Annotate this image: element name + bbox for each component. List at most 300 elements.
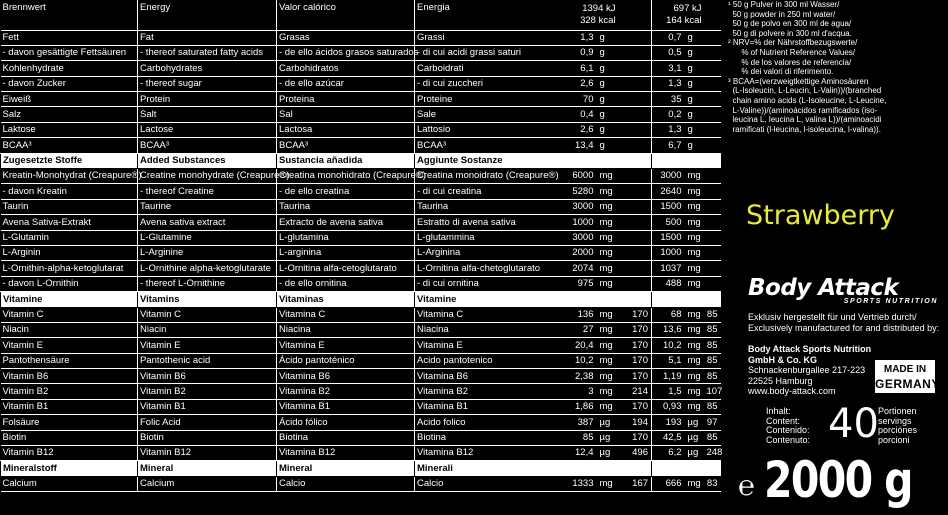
row-label-es: Calcio bbox=[277, 476, 415, 491]
row-label-de: - davon Kreatin bbox=[1, 184, 138, 199]
unit-100ml: mg bbox=[685, 353, 705, 368]
unit-serving: g bbox=[597, 45, 619, 60]
spacer-cell bbox=[619, 184, 652, 199]
table-row bbox=[1, 322, 721, 337]
spacer-cell bbox=[705, 0, 721, 30]
unit-serving: mg bbox=[597, 307, 619, 322]
spacer-cell bbox=[619, 122, 652, 137]
spacer-cell bbox=[619, 261, 652, 276]
spacer-cell bbox=[705, 61, 721, 76]
spacer-cell bbox=[619, 0, 652, 30]
value-100ml: 1,3 bbox=[652, 76, 685, 91]
row-label-es: Vitamina C bbox=[277, 307, 415, 322]
unit-100ml: mg bbox=[685, 322, 705, 337]
unit-100ml: g bbox=[685, 61, 705, 76]
row-label-de: Pantothensäure bbox=[1, 353, 138, 368]
row-label-en: Pantothenic acid bbox=[138, 353, 277, 368]
unit-100ml: g bbox=[685, 76, 705, 91]
footnote-line: chain amino acids (L-Isoleucine, L-Leucine, bbox=[728, 95, 887, 105]
row-label-es: Niacina bbox=[277, 322, 415, 337]
unit-100ml: g bbox=[685, 107, 705, 122]
nrv-100ml: 85 bbox=[705, 430, 721, 445]
made-in-line2: GERMANY bbox=[875, 377, 940, 391]
unit-serving: g bbox=[597, 76, 619, 91]
energy-label-it: Energia bbox=[415, 0, 551, 30]
section-header-de: Vitamine bbox=[1, 292, 138, 307]
row-label-en: Vitamin B6 bbox=[138, 369, 277, 384]
unit-serving: mg bbox=[597, 276, 619, 291]
unit-100ml: mg bbox=[685, 215, 705, 230]
spacer-cell bbox=[619, 138, 652, 153]
spacer-cell bbox=[705, 184, 721, 199]
unit-100ml: mg bbox=[685, 261, 705, 276]
table-row bbox=[1, 399, 721, 414]
row-label-en: Vitamin B1 bbox=[138, 399, 277, 414]
row-label-de: Taurin bbox=[1, 199, 138, 214]
spacer-cell bbox=[652, 292, 721, 307]
value-serving: 1,3 bbox=[551, 30, 597, 45]
row-label-es: L-Ornitina alfa-cetoglutarato bbox=[277, 261, 415, 276]
estimated-sign: ℮ bbox=[738, 469, 755, 502]
nrv-serving: 170 bbox=[619, 369, 652, 384]
flavor-label: Strawberry bbox=[746, 200, 895, 231]
row-label-it: Creatina monoidrato (Creapure®) bbox=[415, 169, 551, 184]
value-serving: 0,4 bbox=[551, 107, 597, 122]
spacer-cell bbox=[705, 230, 721, 245]
table-row bbox=[1, 215, 721, 230]
table-row bbox=[1, 369, 721, 384]
unit-serving: g bbox=[597, 30, 619, 45]
row-label-en: Creatine monohydrate (Creapure®) bbox=[138, 169, 277, 184]
row-label-es: Sal bbox=[277, 107, 415, 122]
row-label-it: L-Arginina bbox=[415, 245, 551, 260]
footnote-line: % of Nutrient Reference Values/ bbox=[728, 47, 856, 57]
company-street: Schnackenburgallee 217-223 bbox=[748, 365, 866, 375]
spacer-cell bbox=[705, 138, 721, 153]
nrv-100ml: 97 bbox=[705, 415, 721, 430]
table-row bbox=[1, 92, 721, 107]
nrv-100ml: 85 bbox=[705, 307, 721, 322]
value-100ml: 5,1 bbox=[652, 353, 685, 368]
nrv-100ml: 85 bbox=[705, 338, 721, 353]
row-label-es: Ácido pantoténico bbox=[277, 353, 415, 368]
unit-serving: mg bbox=[597, 322, 619, 337]
energy-per-serving bbox=[551, 0, 619, 30]
unit-100ml: µg bbox=[685, 430, 705, 445]
unit-100ml: mg bbox=[685, 369, 705, 384]
spacer-cell bbox=[619, 45, 652, 60]
value-serving: 2074 bbox=[551, 261, 597, 276]
table-row bbox=[1, 199, 721, 214]
spacer-cell bbox=[619, 199, 652, 214]
section-header-es: Sustancia añadida bbox=[277, 153, 415, 168]
value-100ml: 0,2 bbox=[652, 107, 685, 122]
spacer-cell bbox=[551, 153, 652, 168]
row-label-en: - thereof saturated fatty acids bbox=[138, 45, 277, 60]
energy-row bbox=[1, 0, 721, 30]
value-100ml: 3000 bbox=[652, 169, 685, 184]
table-row bbox=[1, 30, 721, 45]
row-label-de: L-Glutamin bbox=[1, 230, 138, 245]
made-in-germany-badge bbox=[875, 360, 940, 393]
footnote-line: 50 g di polvere in 300 ml d'acqua. bbox=[728, 28, 852, 38]
row-label-es: - de ello ácidos grasos saturados bbox=[277, 45, 415, 60]
nrv-serving: 496 bbox=[619, 446, 652, 461]
unit-kcal: kcal bbox=[598, 15, 616, 26]
section-header-it: Vitamine bbox=[415, 292, 551, 307]
row-label-it: Niacina bbox=[415, 322, 551, 337]
value-serving: 13,4 bbox=[551, 138, 597, 153]
made-in-line1: MADE IN bbox=[883, 364, 927, 375]
row-label-it: Lattosio bbox=[415, 122, 551, 137]
table-row bbox=[1, 122, 721, 137]
value-100ml: 6,2 bbox=[652, 446, 685, 461]
spacer-cell bbox=[619, 30, 652, 45]
unit-100ml: g bbox=[685, 45, 705, 60]
row-label-en: L-Glutamine bbox=[138, 230, 277, 245]
value-100ml: 35 bbox=[652, 92, 685, 107]
value-serving: 12,4 bbox=[551, 446, 597, 461]
row-label-en: Lactose bbox=[138, 122, 277, 137]
unit-serving: µg bbox=[597, 415, 619, 430]
table-row bbox=[1, 476, 721, 491]
nrv-serving: 170 bbox=[619, 353, 652, 368]
row-label-it: - di cui creatina bbox=[415, 184, 551, 199]
unit-serving: µg bbox=[597, 430, 619, 445]
row-label-de: Fett bbox=[1, 30, 138, 45]
unit-serving: mg bbox=[597, 245, 619, 260]
nrv-serving: 214 bbox=[619, 384, 652, 399]
portion-label-it: porcioni bbox=[878, 434, 910, 445]
row-label-en: Niacin bbox=[138, 322, 277, 337]
table-row bbox=[1, 384, 721, 399]
content-label-it: Contenuto: bbox=[766, 434, 811, 445]
row-label-en: - thereof Creatine bbox=[138, 184, 277, 199]
unit-serving: mg bbox=[597, 199, 619, 214]
row-label-it: BCAA³ bbox=[415, 138, 551, 153]
spacer-cell bbox=[705, 245, 721, 260]
unit-serving: mg bbox=[597, 230, 619, 245]
unit-serving: mg bbox=[597, 476, 619, 491]
row-label-it: Sale bbox=[415, 107, 551, 122]
table-row bbox=[1, 184, 721, 199]
row-label-it: Calcio bbox=[415, 476, 551, 491]
company-city: 22525 Hamburg bbox=[748, 375, 813, 386]
table-row bbox=[1, 107, 721, 122]
row-label-en: Folic Acid bbox=[138, 415, 277, 430]
nrv-serving: 170 bbox=[619, 399, 652, 414]
footnote-line: ² NRV=% der Nährstoffbezugswerte/ bbox=[728, 38, 858, 48]
row-label-de: Biotin bbox=[1, 430, 138, 445]
row-label-de: L-Ornithin-alpha-ketoglutarat bbox=[1, 261, 138, 276]
row-label-en: Vitamin B2 bbox=[138, 384, 277, 399]
value-serving: 10,2 bbox=[551, 353, 597, 368]
row-label-en: Calcium bbox=[138, 476, 277, 491]
company-web: www.body-attack.com bbox=[748, 386, 836, 396]
table-row bbox=[1, 76, 721, 91]
nrv-100ml: 107 bbox=[705, 384, 721, 399]
spacer-cell bbox=[705, 122, 721, 137]
section-header-en: Added Substances bbox=[138, 153, 277, 168]
unit-100ml: mg bbox=[685, 230, 705, 245]
nrv-100ml: 85 bbox=[705, 369, 721, 384]
row-label-it: Proteine bbox=[415, 92, 551, 107]
nrv-100ml: 85 bbox=[705, 399, 721, 414]
table-row bbox=[1, 61, 721, 76]
row-label-es: BCAA³ bbox=[277, 138, 415, 153]
unit-100ml: mg bbox=[685, 199, 705, 214]
unit-kj: kJ bbox=[692, 3, 702, 14]
unit-100ml: mg bbox=[685, 245, 705, 260]
section-header-row bbox=[1, 292, 721, 307]
company-name: Body Attack Sports Nutrition GmbH & Co. KG bbox=[748, 344, 872, 365]
row-label-en: Vitamin C bbox=[138, 307, 277, 322]
table-row bbox=[1, 261, 721, 276]
unit-serving: mg bbox=[597, 184, 619, 199]
unit-serving: g bbox=[597, 92, 619, 107]
row-label-es: - de ello creatina bbox=[277, 184, 415, 199]
row-label-en: Fat bbox=[138, 30, 277, 45]
spacer-cell bbox=[619, 215, 652, 230]
row-label-it: Estratto di avena sativa bbox=[415, 215, 551, 230]
spacer-cell bbox=[619, 61, 652, 76]
row-label-it: Taurina bbox=[415, 199, 551, 214]
row-label-es: Extracto de avena sativa bbox=[277, 215, 415, 230]
spacer-cell bbox=[619, 230, 652, 245]
unit-100ml: g bbox=[685, 92, 705, 107]
row-label-de: Folsäure bbox=[1, 415, 138, 430]
energy-label-de: Brennwert bbox=[1, 0, 138, 30]
spacer-cell bbox=[619, 107, 652, 122]
spacer-cell bbox=[705, 45, 721, 60]
row-label-es: Proteina bbox=[277, 92, 415, 107]
row-label-de: Vitamin C bbox=[1, 307, 138, 322]
content-label-en: Content: bbox=[766, 415, 801, 426]
portion-label-de: Portionen bbox=[878, 406, 917, 416]
value-100ml: 2640 bbox=[652, 184, 685, 199]
value-serving: 136 bbox=[551, 307, 597, 322]
table-row bbox=[1, 45, 721, 60]
row-label-it: L-Ornitina alfa-chetoglutarato bbox=[415, 261, 551, 276]
unit-serving: g bbox=[597, 138, 619, 153]
section-header-es: Mineral bbox=[277, 461, 415, 476]
value-serving: 1000 bbox=[551, 215, 597, 230]
footnote-line: ³ BCAA=(verzweigtkettige Aminosäuren bbox=[728, 76, 869, 86]
value-serving: 2,6 bbox=[551, 76, 597, 91]
table-row bbox=[1, 169, 721, 184]
spacer-cell bbox=[551, 461, 652, 476]
value-serving: 387 bbox=[551, 415, 597, 430]
table-row bbox=[1, 353, 721, 368]
value-100ml: 1,5 bbox=[652, 384, 685, 399]
unit-100ml: mg bbox=[685, 184, 705, 199]
value-100ml: 10,2 bbox=[652, 338, 685, 353]
value-100ml: 0,7 bbox=[652, 30, 685, 45]
footnote-line: 50 g de polvo en 300 ml de agua/ bbox=[728, 19, 852, 29]
spacer-cell bbox=[705, 92, 721, 107]
row-label-it: Biotina bbox=[415, 430, 551, 445]
section-header-row bbox=[1, 461, 721, 476]
value-serving: 0,9 bbox=[551, 45, 597, 60]
row-label-en: Vitamin B12 bbox=[138, 446, 277, 461]
value-100ml: 1,3 bbox=[652, 122, 685, 137]
row-label-it: Vitamina E bbox=[415, 338, 551, 353]
value-100ml: 13,6 bbox=[652, 322, 685, 337]
value-serving: 6000 bbox=[551, 169, 597, 184]
unit-serving: mg bbox=[597, 399, 619, 414]
spacer-cell bbox=[705, 169, 721, 184]
footnote-line: leucina L, leucina L, valina L))/(aminoacidi bbox=[728, 115, 882, 125]
energy-kj-100ml: 697 bbox=[673, 3, 690, 14]
brand-tagline: SPORTS NUTRITION bbox=[843, 298, 938, 305]
unit-100ml: mg bbox=[685, 276, 705, 291]
row-label-de: BCAA³ bbox=[1, 138, 138, 153]
unit-100ml: mg bbox=[685, 476, 705, 491]
value-serving: 70 bbox=[551, 92, 597, 107]
value-serving: 975 bbox=[551, 276, 597, 291]
footnote-line: % dei valori di riferimento. bbox=[728, 67, 834, 77]
unit-serving: g bbox=[597, 122, 619, 137]
value-serving: 3000 bbox=[551, 199, 597, 214]
value-100ml: 1500 bbox=[652, 199, 685, 214]
row-label-de: Kreatin-Monohydrat (Creapure®) bbox=[1, 169, 138, 184]
row-label-en: Taurine bbox=[138, 199, 277, 214]
unit-serving: mg bbox=[597, 353, 619, 368]
row-label-it: Vitamina B6 bbox=[415, 369, 551, 384]
row-label-de: Laktose bbox=[1, 122, 138, 137]
row-label-it: Grassi bbox=[415, 30, 551, 45]
row-label-es: Grasas bbox=[277, 30, 415, 45]
footnote-line: 50 g powder in 250 ml water/ bbox=[728, 9, 836, 19]
unit-kj: kJ bbox=[606, 3, 616, 14]
section-header-row bbox=[1, 153, 721, 168]
portions-count: 40 bbox=[828, 401, 879, 447]
spacer-cell bbox=[705, 199, 721, 214]
value-100ml: 0,5 bbox=[652, 45, 685, 60]
row-label-es: Taurina bbox=[277, 199, 415, 214]
value-serving: 6,1 bbox=[551, 61, 597, 76]
row-label-de: - davon L-Ornithin bbox=[1, 276, 138, 291]
value-serving: 2000 bbox=[551, 245, 597, 260]
value-100ml: 42,5 bbox=[652, 430, 685, 445]
energy-label-es: Valor calórico bbox=[277, 0, 415, 30]
value-100ml: 3,1 bbox=[652, 61, 685, 76]
footnotes bbox=[728, 0, 948, 134]
value-100ml: 666 bbox=[652, 476, 685, 491]
row-label-de: - davon Zucker bbox=[1, 76, 138, 91]
row-label-es: - de ello azúcar bbox=[277, 76, 415, 91]
content-label-de: Inhalt: bbox=[766, 406, 791, 416]
spacer-cell bbox=[619, 169, 652, 184]
content-labels bbox=[766, 407, 810, 445]
row-label-es: Carbohidratos bbox=[277, 61, 415, 76]
row-label-it: Vitamina B12 bbox=[415, 446, 551, 461]
footnote-line: L-Valine))/(aminoácidos ramificados (iso- bbox=[728, 105, 878, 115]
row-label-de: Vitamin B6 bbox=[1, 369, 138, 384]
right-panel bbox=[728, 0, 948, 515]
row-label-de: Calcium bbox=[1, 476, 138, 491]
section-header-en: Mineral bbox=[138, 461, 277, 476]
unit-serving: µg bbox=[597, 446, 619, 461]
nrv-serving: 170 bbox=[619, 307, 652, 322]
net-weight: 2000 g bbox=[764, 451, 912, 509]
portion-label-en: servings bbox=[878, 415, 912, 426]
value-serving: 1,86 bbox=[551, 399, 597, 414]
row-label-es: Vitamina B1 bbox=[277, 399, 415, 414]
nrv-100ml: 83 bbox=[705, 476, 721, 491]
section-header-es: Vitaminas bbox=[277, 292, 415, 307]
energy-per-100ml bbox=[652, 0, 705, 30]
row-label-it: - di cui zuccheri bbox=[415, 76, 551, 91]
exclusive-line-en: Exclusively manufactured for and distributed by: bbox=[748, 323, 940, 333]
unit-100ml: mg bbox=[685, 384, 705, 399]
value-serving: 5280 bbox=[551, 184, 597, 199]
table-row bbox=[1, 307, 721, 322]
exclusive-text bbox=[748, 312, 948, 334]
row-label-de: Vitamin E bbox=[1, 338, 138, 353]
nrv-serving: 170 bbox=[619, 430, 652, 445]
portion-labels bbox=[878, 407, 917, 445]
row-label-es: Vitamina B2 bbox=[277, 384, 415, 399]
row-label-en: Protein bbox=[138, 92, 277, 107]
spacer-cell bbox=[619, 92, 652, 107]
energy-kj-serving: 1394 bbox=[582, 3, 604, 14]
spacer-cell bbox=[705, 276, 721, 291]
section-header-en: Vitamins bbox=[138, 292, 277, 307]
value-100ml: 0,93 bbox=[652, 399, 685, 414]
unit-serving: mg bbox=[597, 169, 619, 184]
value-100ml: 1000 bbox=[652, 245, 685, 260]
value-serving: 85 bbox=[551, 430, 597, 445]
row-label-it: Vitamina B1 bbox=[415, 399, 551, 414]
row-label-de: Avena Sativa-Extrakt bbox=[1, 215, 138, 230]
row-label-en: Avena sativa extract bbox=[138, 215, 277, 230]
unit-serving: mg bbox=[597, 261, 619, 276]
energy-kcal-serving: 328 bbox=[580, 15, 596, 26]
row-label-it: Carboidrati bbox=[415, 61, 551, 76]
unit-serving: mg bbox=[597, 369, 619, 384]
row-label-es: Vitamina E bbox=[277, 338, 415, 353]
row-label-en: Biotin bbox=[138, 430, 277, 445]
value-100ml: 500 bbox=[652, 215, 685, 230]
unit-100ml: g bbox=[685, 138, 705, 153]
unit-100ml: µg bbox=[685, 446, 705, 461]
value-serving: 20,4 bbox=[551, 338, 597, 353]
row-label-en: - thereof L-Ornithine bbox=[138, 276, 277, 291]
table-row bbox=[1, 276, 721, 291]
spacer-cell bbox=[551, 292, 652, 307]
unit-100ml: mg bbox=[685, 169, 705, 184]
row-label-de: Niacin bbox=[1, 322, 138, 337]
value-serving: 2,38 bbox=[551, 369, 597, 384]
value-100ml: 488 bbox=[652, 276, 685, 291]
exclusive-line-de: Exklusiv hergestellt für und Vertrieb durch/ bbox=[748, 312, 917, 322]
row-label-en: Salt bbox=[138, 107, 277, 122]
footnote-line: ramificati (l-leucina, l-isoleucina, l-valina)). bbox=[728, 124, 881, 134]
row-label-de: Vitamin B12 bbox=[1, 446, 138, 461]
value-serving: 3 bbox=[551, 384, 597, 399]
unit-kcal: kcal bbox=[684, 15, 702, 26]
spacer-cell bbox=[619, 245, 652, 260]
row-label-es: L-glutamina bbox=[277, 230, 415, 245]
value-100ml: 1037 bbox=[652, 261, 685, 276]
row-label-de: Kohlenhydrate bbox=[1, 61, 138, 76]
row-label-en: L-Ornithine alpha-ketoglutarate bbox=[138, 261, 277, 276]
value-100ml: 6,7 bbox=[652, 138, 685, 153]
table-row bbox=[1, 138, 721, 153]
spacer-cell bbox=[619, 76, 652, 91]
value-100ml: 68 bbox=[652, 307, 685, 322]
